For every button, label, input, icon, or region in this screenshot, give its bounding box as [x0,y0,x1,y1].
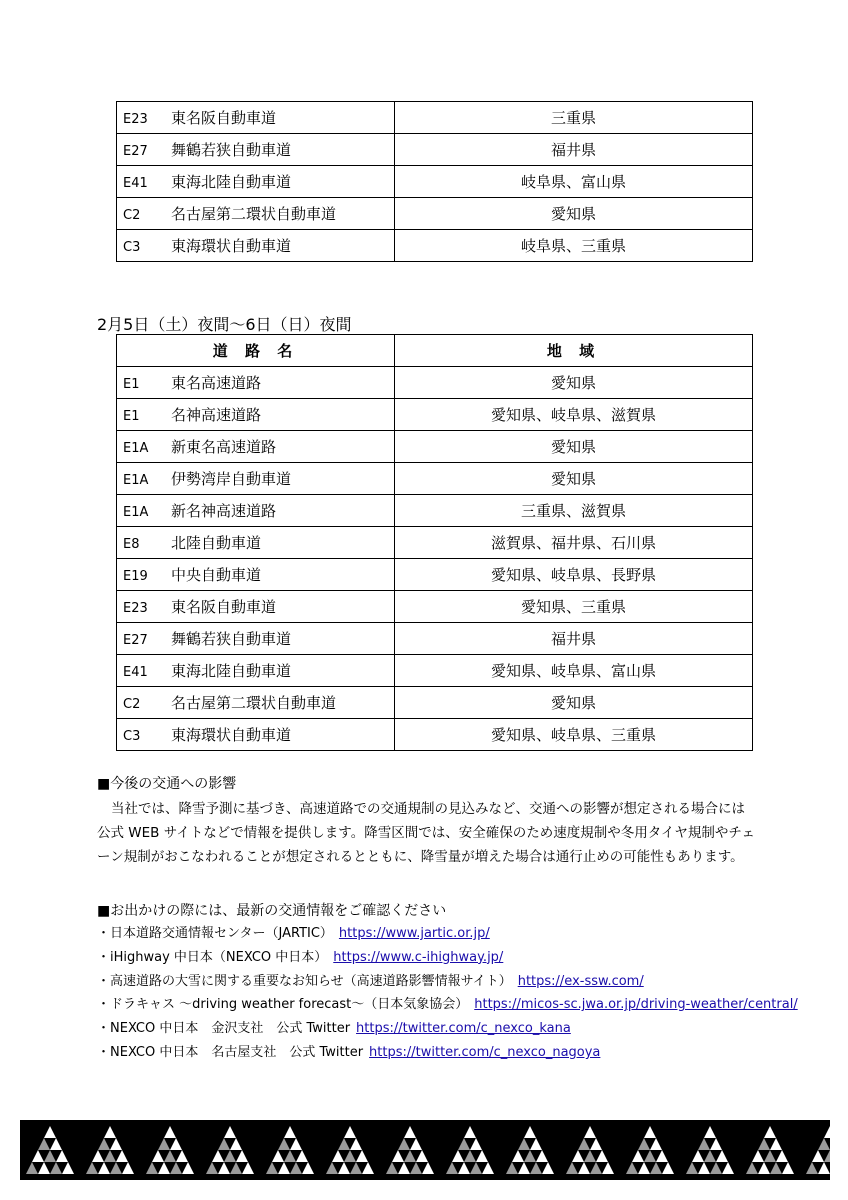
area-cell: 愛知県 [395,463,753,495]
pattern-triangle [590,1138,602,1150]
pattern-triangle [176,1150,188,1162]
pattern-triangle [212,1150,224,1162]
table-row [117,102,753,134]
road-name: 新名神高速道路 [171,502,277,520]
area-cell: 愛知県、三重県 [395,591,753,623]
road-code: E1 [123,409,140,424]
road-code: C3 [123,240,141,255]
table-row [117,399,753,431]
road-name: 東名高速道路 [171,374,262,392]
ihighway-link[interactable]: https://www.c-ihighway.jp/ [333,949,504,965]
pattern-triangle [398,1162,410,1174]
road-code: E23 [123,601,148,616]
area-cell: 愛知県、岐阜県、滋賀県 [395,399,753,431]
pattern-triangle [302,1162,314,1174]
pattern-triangle [530,1162,542,1174]
pattern-triangle [44,1126,56,1138]
ex-ssw-link[interactable]: https://ex-ssw.com/ [517,973,644,989]
paragraph-line: 当社では、降雪予測に基づき、高速道路での交通規制の見込みなど、交通への影響が想定される場合には [111,801,745,817]
pattern-triangle [578,1138,590,1150]
pattern-triangle [410,1162,422,1174]
pattern-triangle [404,1150,416,1162]
area-cell: 愛知県 [395,687,753,719]
pattern-triangle [116,1150,128,1162]
pattern-triangle [650,1138,662,1150]
pattern-triangle [362,1162,374,1174]
pattern-triangle [164,1126,176,1138]
pattern-triangle [758,1162,770,1174]
pattern-triangle [26,1162,38,1174]
road-cell [117,230,395,262]
pattern-triangle [344,1150,356,1162]
pattern-triangle [746,1162,758,1174]
area-cell: 三重県 [395,102,753,134]
pattern-triangle [764,1150,776,1162]
list-item [97,1041,798,1065]
area-cell: 愛知県 [395,198,753,230]
list-item [97,922,798,946]
pattern-triangle [170,1162,182,1174]
road-cell [117,591,395,623]
road-table-1 [116,101,753,262]
pattern-triangle [272,1150,284,1162]
pattern-triangle [542,1162,554,1174]
road-code: E1A [123,441,149,456]
area-cell: 岐阜県、三重県 [395,230,753,262]
link-label: ・高速道路の大雪に関する重要なお知らせ（高速道路影響情報サイト） [97,973,512,989]
pattern-triangle [824,1150,830,1162]
pattern-triangle [596,1150,608,1162]
table-row [117,495,753,527]
pattern-triangle [644,1150,656,1162]
table-row [117,719,753,751]
pattern-triangle [356,1150,368,1162]
twitter-nagoya-link[interactable]: https://twitter.com/c_nexco_nagoya [369,1044,601,1060]
pattern-triangle [50,1138,62,1150]
table-row [117,559,753,591]
pattern-triangle [290,1138,302,1150]
table-row [117,591,753,623]
road-code: E1A [123,473,149,488]
pattern-triangle [284,1126,296,1138]
road-code: E8 [123,537,140,552]
pattern-triangle [638,1162,650,1174]
road-name: 伊勢湾岸自動車道 [171,470,292,488]
road-cell [117,623,395,655]
pattern-triangle [344,1126,356,1138]
pattern-triangle [332,1150,344,1162]
pattern-triangle [98,1162,110,1174]
pattern-triangle [242,1162,254,1174]
pattern-triangle [584,1150,596,1162]
road-name: 中央自動車道 [171,566,262,584]
area-cell: 福井県 [395,134,753,166]
area-cell: 岐阜県、富山県 [395,166,753,198]
pattern-triangle [98,1138,110,1150]
pattern-triangle [524,1126,536,1138]
impact-paragraph [97,797,757,869]
road-name: 東海環状自動車道 [171,237,292,255]
pattern-triangle [476,1150,488,1162]
area-cell: 愛知県、岐阜県、富山県 [395,655,753,687]
road-cell [117,463,395,495]
road-name: 東名阪自動車道 [171,598,277,616]
pattern-triangle [578,1162,590,1174]
pattern-triangle [158,1138,170,1150]
pattern-triangle [692,1150,704,1162]
pattern-triangle [632,1150,644,1162]
pattern-triangle [350,1162,362,1174]
pattern-triangle [236,1150,248,1162]
pattern-triangle [278,1162,290,1174]
paragraph-line: ーン規制がおこなわれることが想定されるとともに、降雪量が増えた場合は通行止めの可能性もあります。 [97,849,744,865]
section-title: 2月5日（土）夜間～6日（日）夜間 [97,315,352,334]
impact-heading: ■今後の交通への影響 [97,776,237,792]
pattern-triangle [638,1138,650,1150]
pattern-triangle [770,1138,782,1150]
pattern-triangle [158,1162,170,1174]
pattern-triangle [806,1162,818,1174]
table-row [117,431,753,463]
pattern-triangle [536,1150,548,1162]
road-code: E27 [123,144,148,159]
road-cell [117,198,395,230]
road-name: 北陸自動車道 [171,534,262,552]
pattern-triangle [218,1138,230,1150]
pattern-triangle [698,1162,710,1174]
road-code: E41 [123,176,148,191]
pattern-triangle [686,1162,698,1174]
pattern-triangle [452,1150,464,1162]
pattern-triangle [644,1126,656,1138]
road-cell [117,367,395,399]
pattern-triangle [32,1150,44,1162]
pattern-triangle [662,1162,674,1174]
pattern-triangle [164,1150,176,1162]
pattern-triangle [110,1162,122,1174]
area-cell: 愛知県、岐阜県、長野県 [395,559,753,591]
pattern-triangle [350,1138,362,1150]
area-cell: 愛知県、岐阜県、三重県 [395,719,753,751]
info-link-list [97,922,798,1065]
area-cell: 滋賀県、福井県、石川県 [395,527,753,559]
table-row [117,463,753,495]
pattern-triangle [704,1150,716,1162]
pattern-triangle [152,1150,164,1162]
pattern-triangle [422,1162,434,1174]
pattern-triangle [764,1126,776,1138]
pattern-triangle [464,1126,476,1138]
road-code: C3 [123,729,141,744]
pattern-triangle [92,1150,104,1162]
area-cell: 愛知県 [395,367,753,399]
pattern-triangle [818,1138,830,1150]
pattern-triangle [170,1138,182,1150]
road-code: E1A [123,505,149,520]
pattern-triangle [626,1162,638,1174]
pattern-triangle [704,1126,716,1138]
road-code: C2 [123,208,141,223]
pattern-triangle [404,1126,416,1138]
header-area: 地 域 [395,335,753,367]
road-table-2 [116,334,753,751]
info-heading: ■お出かけの際には、最新の交通情報をご確認ください [97,903,447,919]
pattern-triangle [284,1150,296,1162]
road-cell [117,431,395,463]
pattern-triangle [482,1162,494,1174]
link-label: ・NEXCO 中日本 金沢支社 公式 Twitter [97,1021,351,1037]
pattern-triangle [590,1162,602,1174]
pattern-triangle [38,1138,50,1150]
pattern-triangle [224,1126,236,1138]
pattern-triangle [218,1162,230,1174]
pattern-triangle [710,1138,722,1150]
table-header-row [117,335,753,367]
pattern-triangle [290,1162,302,1174]
pattern-triangle [230,1138,242,1150]
footer-pattern [20,1120,830,1180]
area-cell: 三重県、滋賀県 [395,495,753,527]
pattern-triangle [650,1162,662,1174]
pattern-triangle [392,1150,404,1162]
pattern-triangle [50,1162,62,1174]
pattern-triangle [38,1162,50,1174]
road-code: E1 [123,377,140,392]
pattern-triangle [62,1162,74,1174]
pattern-triangle [566,1162,578,1174]
road-name: 名古屋第二環状自動車道 [171,205,337,223]
twitter-kanazawa-link[interactable]: https://twitter.com/c_nexco_kana [356,1021,571,1037]
pattern-triangle [824,1126,830,1138]
list-item [97,970,798,994]
road-name: 東海北陸自動車道 [171,662,292,680]
pattern-triangle [206,1162,218,1174]
table-row [117,166,753,198]
road-code: E19 [123,569,148,584]
road-cell [117,134,395,166]
pattern-triangle [146,1162,158,1174]
pattern-triangle [512,1150,524,1162]
pattern-triangle [104,1126,116,1138]
pattern-triangle [776,1150,788,1162]
pattern-triangle [296,1150,308,1162]
road-name: 東海北陸自動車道 [171,173,292,191]
road-cell [117,655,395,687]
road-name: 名神高速道路 [171,406,262,424]
road-cell [117,559,395,591]
table-row [117,623,753,655]
pattern-triangle [770,1162,782,1174]
pattern-triangle [698,1138,710,1150]
pattern-triangle [224,1150,236,1162]
paragraph-line: 公式 WEB サイトなどで情報を提供します。降雪区間では、安全確保のため速度規制や冬用タイヤ規制やチェ [97,825,756,841]
pattern-triangle [518,1162,530,1174]
pattern-triangle [518,1138,530,1150]
pattern-triangle [104,1150,116,1162]
pattern-triangle [56,1150,68,1162]
pattern-triangle [398,1138,410,1150]
pattern-triangle [572,1150,584,1162]
pattern-triangle [602,1162,614,1174]
road-name: 名古屋第二環状自動車道 [171,694,337,712]
pattern-triangle [386,1162,398,1174]
pattern-triangle [458,1138,470,1150]
road-name: 舞鶴若狭自動車道 [171,630,292,648]
pattern-triangle [464,1150,476,1162]
pattern-triangle [782,1162,794,1174]
table-row [117,527,753,559]
pattern-triangle [530,1138,542,1150]
area-cell: 愛知県 [395,431,753,463]
pattern-triangle [338,1138,350,1150]
road-cell [117,399,395,431]
pattern-triangle [230,1162,242,1174]
driving-weather-link[interactable]: https://micos-sc.jwa.or.jp/driving-weather/central/ [474,997,798,1013]
link-label: ・NEXCO 中日本 名古屋支社 公式 Twitter [97,1044,364,1060]
road-name: 東海環状自動車道 [171,726,292,744]
pattern-triangle [326,1162,338,1174]
list-item [97,946,798,970]
road-cell [117,719,395,751]
list-item [97,993,798,1017]
road-cell [117,166,395,198]
area-cell: 福井県 [395,623,753,655]
link-label: ・日本道路交通情報センター（JARTIC） [97,926,333,941]
table-row [117,230,753,262]
pattern-triangle [416,1150,428,1162]
road-cell [117,102,395,134]
road-code: E23 [123,112,148,127]
table-row [117,687,753,719]
pattern-triangle [656,1150,668,1162]
road-cell [117,527,395,559]
pattern-triangle [584,1126,596,1138]
road-code: E27 [123,633,148,648]
road-cell [117,687,395,719]
pattern-triangle [752,1150,764,1162]
pattern-triangle [818,1162,830,1174]
road-name: 東名阪自動車道 [171,109,277,127]
table-row [117,134,753,166]
pattern-triangle [722,1162,734,1174]
table-row [117,367,753,399]
pattern-triangle [278,1138,290,1150]
pattern-triangle [266,1162,278,1174]
road-name: 新東名高速道路 [171,438,277,456]
pattern-triangle [758,1138,770,1150]
pattern-triangle [110,1138,122,1150]
pattern-triangle [470,1138,482,1150]
road-code: C2 [123,697,141,712]
list-item [97,1017,798,1041]
pattern-triangle [446,1162,458,1174]
pattern-triangle [410,1138,422,1150]
link-label: ・ドラキャス ～driving weather forecast～（日本気象協会） [97,997,469,1013]
pattern-triangle [182,1162,194,1174]
footer-pattern-band [20,1120,830,1180]
pattern-triangle [458,1162,470,1174]
road-code: E41 [123,665,148,680]
pattern-triangle [338,1162,350,1174]
pattern-triangle [710,1162,722,1174]
table-row [117,655,753,687]
pattern-triangle [470,1162,482,1174]
pattern-triangle [122,1162,134,1174]
pattern-triangle [524,1150,536,1162]
link-label: ・iHighway 中日本（NEXCO 中日本） [97,949,328,965]
header-road: 道 路 名 [117,335,395,367]
pattern-triangle [86,1162,98,1174]
pattern-triangle [812,1150,824,1162]
pattern-triangle [716,1150,728,1162]
road-name: 舞鶴若狭自動車道 [171,141,292,159]
pattern-triangle [506,1162,518,1174]
pattern-triangle [44,1150,56,1162]
jartic-link[interactable]: https://www.jartic.or.jp/ [338,926,490,941]
table-row [117,198,753,230]
road-cell [117,495,395,527]
